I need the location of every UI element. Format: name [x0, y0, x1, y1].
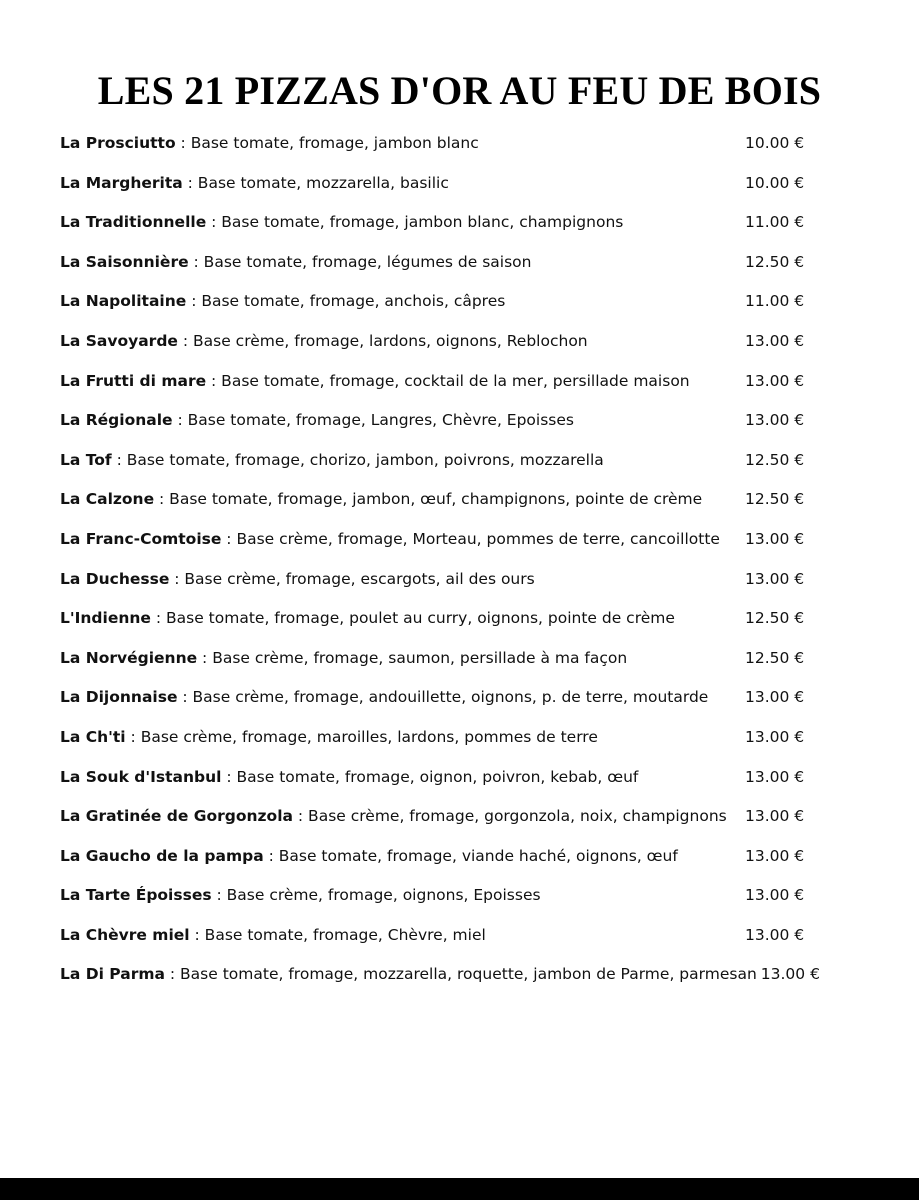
pizza-price: 13.00 € [745, 569, 805, 588]
pizza-price: 12.50 € [745, 450, 805, 469]
pizza-price: 10.00 € [745, 134, 805, 152]
pizza-name: La Margherita [60, 173, 183, 192]
list-item [60, 203, 860, 243]
list-item [60, 837, 860, 877]
pizza-price: 13.00 € [745, 925, 805, 944]
pizza-name: La Saisonnière [60, 252, 189, 271]
pizza-price: 12.50 € [745, 252, 805, 271]
pizza-name: La Franc-Comtoise [60, 529, 222, 548]
pizza-name: La Ch'ti [60, 727, 126, 746]
list-item [60, 718, 860, 758]
pizza-price: 13.00 € [745, 807, 805, 826]
pizza-name: La Napolitaine [60, 292, 187, 311]
list-item [60, 401, 860, 441]
pizza-description: : Base tomate, fromage, viande haché, oignons, œuf [263, 846, 678, 865]
pizza-name: La Frutti di mare [60, 371, 207, 390]
pizza-description: : Base crème, fromage, Morteau, pommes de terre, cancoillotte [221, 529, 720, 548]
pizza-price: 10.00 € [745, 173, 805, 192]
list-item [60, 639, 860, 679]
pizza-name: La Gaucho de la pampa [60, 846, 264, 865]
pizza-price: 11.00 € [745, 292, 805, 311]
pizza-name: La Tarte Époisses [60, 886, 212, 905]
pizza-name: La Dijonnaise [60, 688, 178, 707]
list-item [60, 758, 860, 798]
list-item [60, 916, 860, 956]
pizza-price: 12.50 € [745, 490, 805, 509]
pizza-description: : Base tomate, fromage, oignon, poivron, kebab, œuf [221, 767, 639, 786]
pizza-description: : Base tomate, mozzarella, basilic [182, 173, 449, 192]
pizza-description: : Base tomate, fromage, jambon, œuf, champignons, pointe de crème [154, 490, 703, 509]
list-item [60, 560, 860, 600]
pizza-name: La Savoyarde [60, 331, 178, 350]
list-item [60, 876, 860, 916]
pizza-price: 13.00 € [745, 688, 805, 707]
pizza-price: 13.00 € [745, 767, 805, 786]
list-item [60, 362, 860, 402]
pizza-name: La Norvégienne [60, 648, 198, 667]
pizza-price: 12.50 € [745, 648, 805, 667]
pizza-list [60, 124, 860, 995]
list-item [60, 955, 860, 995]
list-item [60, 243, 860, 283]
list-item [60, 480, 860, 520]
pizza-price: 13.00 € [760, 965, 820, 984]
pizza-description: : Base crème, fromage, andouillette, oignons, p. de terre, moutarde [177, 688, 709, 707]
pizza-description: : Base tomate, fromage, Langres, Chèvre, Epoisses [172, 411, 574, 430]
pizza-name: La Gratinée de Gorgonzola [60, 807, 293, 826]
pizza-description: : Base tomate, fromage, jambon blanc, champignons [206, 213, 624, 232]
list-item [60, 678, 860, 718]
pizza-description: : Base tomate, fromage, anchois, câpres [186, 292, 506, 311]
pizza-description: : Base crème, fromage, lardons, oignons, Reblochon [177, 331, 588, 350]
pizza-price: 13.00 € [745, 846, 805, 865]
pizza-description: : Base crème, fromage, oignons, Epoisses [211, 886, 541, 905]
list-item [60, 441, 860, 481]
pizza-description: : Base crème, fromage, maroilles, lardons, pommes de terre [125, 727, 598, 746]
pizza-price: 13.00 € [745, 331, 805, 350]
pizza-price: 13.00 € [745, 727, 805, 746]
pizza-description: : Base tomate, fromage, poulet au curry, oignons, pointe de crème [150, 609, 675, 628]
pizza-description: : Base tomate, fromage, légumes de saison [188, 252, 532, 271]
list-item [60, 520, 860, 560]
pizza-description: : Base tomate, fromage, mozzarella, roquette, jambon de Parme, parmesan [164, 965, 757, 984]
pizza-name: La Duchesse [60, 569, 170, 588]
pizza-name: La Calzone [60, 490, 155, 509]
list-item [60, 124, 860, 164]
pizza-price: 13.00 € [745, 529, 805, 548]
pizza-description: : Base crème, fromage, saumon, persillade à ma façon [197, 648, 628, 667]
pizza-name: La Chèvre miel [60, 925, 190, 944]
pizza-price: 11.00 € [745, 213, 805, 232]
list-item [60, 322, 860, 362]
pizza-description: : Base tomate, fromage, jambon blanc [175, 134, 479, 152]
page-title: LES 21 PIZZAS D'OR AU FEU DE BOIS [97, 68, 822, 113]
pizza-price: 13.00 € [745, 886, 805, 905]
pizza-description: : Base crème, fromage, gorgonzola, noix, champignons [292, 807, 727, 826]
pizza-name: La Prosciutto [60, 134, 176, 152]
pizza-name: La Régionale [60, 411, 173, 430]
pizza-price: 13.00 € [745, 371, 805, 390]
list-item [60, 797, 860, 837]
pizza-name: L'Indienne [60, 609, 151, 628]
pizza-name: La Souk d'Istanbul [60, 767, 222, 786]
list-item [60, 599, 860, 639]
list-item [60, 164, 860, 204]
pizza-description: : Base tomate, fromage, chorizo, jambon, poivrons, mozzarella [111, 450, 604, 469]
pizza-description: : Base crème, fromage, escargots, ail des ours [169, 569, 535, 588]
pizza-price: 13.00 € [745, 411, 805, 430]
pizza-name: La Traditionnelle [60, 213, 207, 232]
pizza-description: : Base tomate, fromage, Chèvre, miel [189, 925, 486, 944]
list-item [60, 282, 860, 322]
pizza-price: 12.50 € [745, 609, 805, 628]
pizza-name: La Tof [60, 450, 112, 469]
bottom-edge-bar [0, 1178, 919, 1200]
pizza-description: : Base tomate, fromage, cocktail de la mer, persillade maison [206, 371, 690, 390]
pizza-name: La Di Parma [60, 965, 165, 984]
